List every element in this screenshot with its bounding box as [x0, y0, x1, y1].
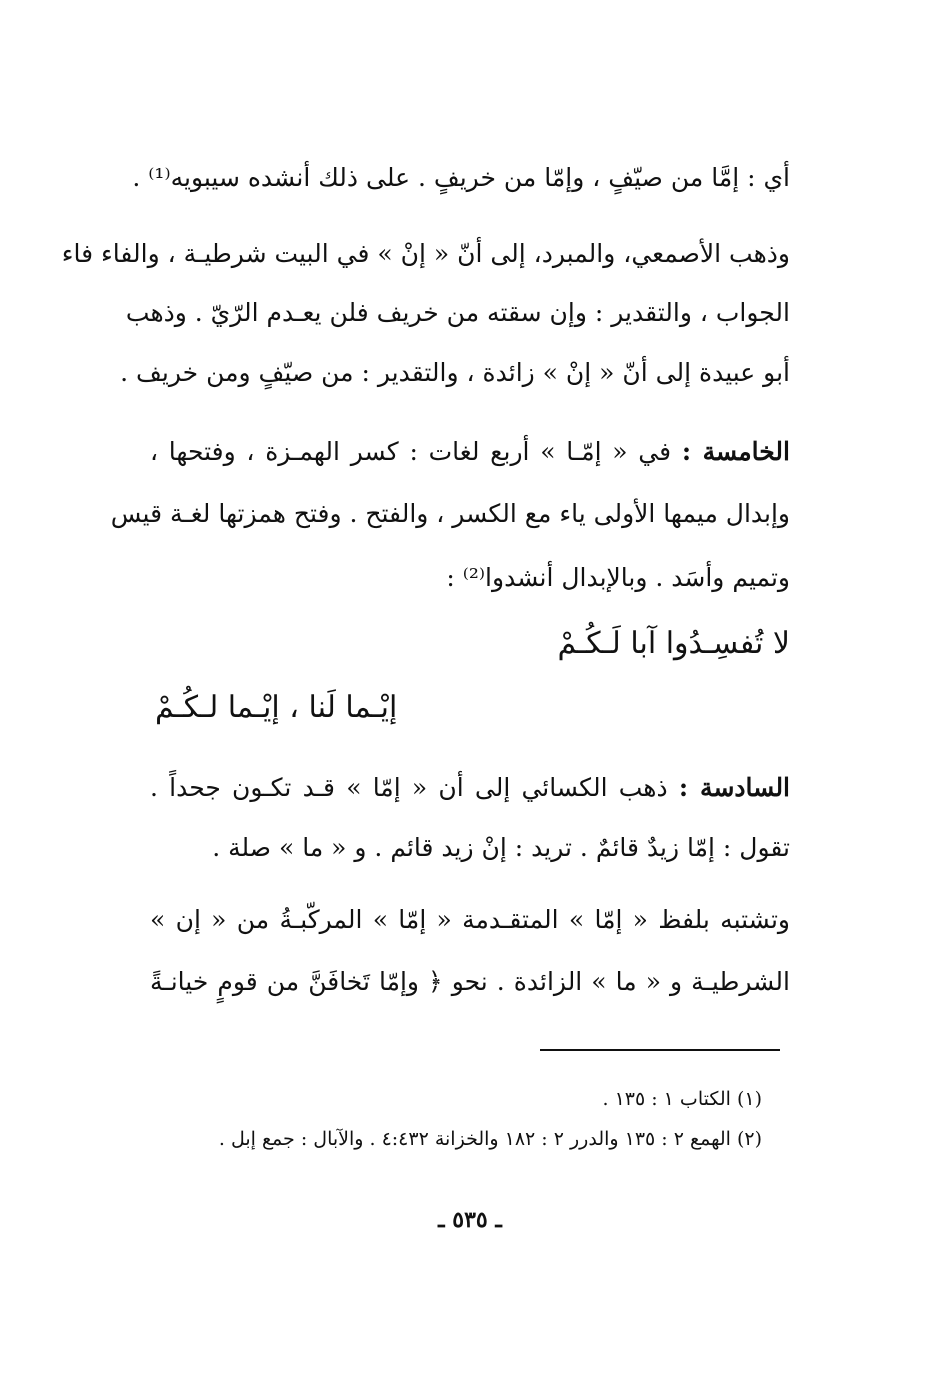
- paragraph-2-line-2: وإبدال ميمها الأولى ياء مع الكسر ، والفتح . وفتح همزتها لغـة قيس: [110, 499, 790, 528]
- paragraph-1-line-3: الجواب ، والتقدير : وإن سقته من خريف فلن يعـدم الرّيّ . وذهب: [125, 298, 790, 327]
- paragraph-2-line-1-text: في « إمّـا » أربع لغات : كسر الهمـزة ، وفتحها ،: [150, 437, 682, 466]
- paragraph-4-line-1: وتشتبه بلفظ « إمّا » المتقـدمة « إمّا » المركّبـةُ من « إن »: [150, 905, 790, 934]
- section-term-sixth: السادسة :: [678, 773, 791, 802]
- footnote-2: (٢) الهمع ٢ : ١٣٥ والدرر ٢ : ١٨٢ والخزانة ٤:٤٣٢ . والآبال : جمع إبل .: [218, 1128, 762, 1150]
- paragraph-1-line-4: أبو عبيدة إلى أنّ « إنْ » زائدة ، والتقدير : من صيّفٍ ومن خريف .: [120, 358, 790, 387]
- footnote-1: (١) الكتاب ١ : ١٣٥ .: [602, 1088, 762, 1110]
- paragraph-4-line-2: الشرطيـة و « ما » الزائدة . نحو ﴿ وإمّا تَخافَنَّ من قومٍ خيانـةً: [150, 967, 790, 996]
- footnote-divider: [540, 1049, 780, 1051]
- verse-line-2: إيْـما لَنا ، إيْـما لـكُـمْ: [155, 690, 398, 725]
- paragraph-2-line-1: [150, 432, 790, 472]
- paragraph-3-line-2: تقول : إمّا زيدٌ قائمٌ . تريد : إنْ زيد قائم . و « ما » صلة .: [212, 833, 790, 862]
- page-number: ـ ٥٣٥ ـ: [438, 1207, 502, 1233]
- paragraph-3-line-1-text: ذهب الكسائي إلى أن « إمّا » قـد تكـون جحداً .: [150, 773, 679, 802]
- paragraph-2-line-3: وتميم وأسَد . وبالإبدال أنشدوا⁽²⁾ :: [446, 563, 790, 592]
- paragraph-1-line-2: وذهب الأصمعي، والمبرد، إلى أنّ « إنْ » في البيت شرطيـة ، والفاء فاء: [61, 239, 790, 268]
- paragraph-3-line-1: [150, 768, 790, 808]
- verse-line-1: لا تُفسِـدُوا آبا لَـكُـمْ: [557, 626, 790, 661]
- section-term-fifth: الخامسة :: [681, 437, 790, 466]
- paragraph-1-line-1: أي : إمَّا من صيّفٍ ، وإمّا من خريفٍ . على ذلك أنشده سيبويه⁽¹⁾ .: [132, 163, 790, 192]
